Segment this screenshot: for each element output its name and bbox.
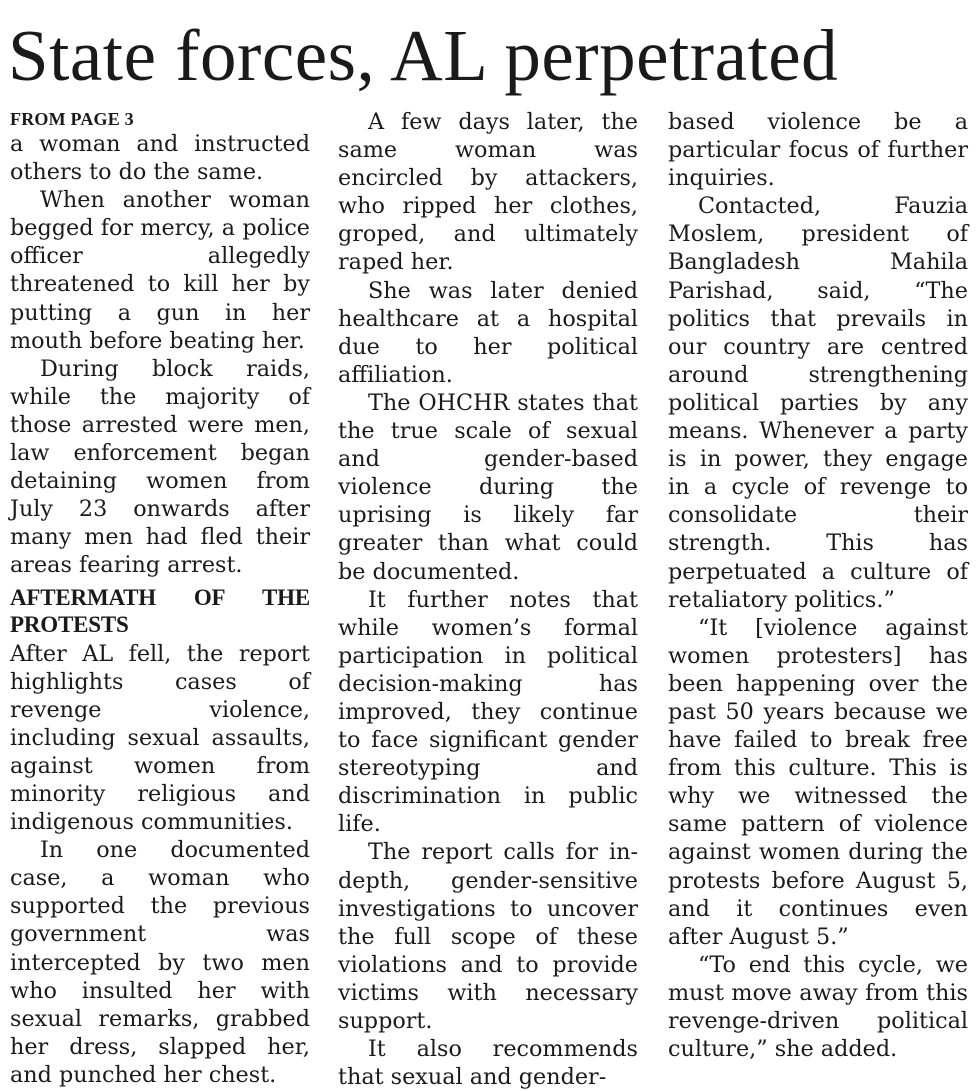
article-column-2 [338,108,638,1091]
article-column-1 [10,108,310,1089]
section-subhead: AFTERMATH OF THE PROTESTS [10,584,310,637]
paragraph: It further notes that while women’s formal participation in political decision-making has improved, they continue to face significant gender stereotyping and discrimination in public life. [338,586,638,838]
paragraph: The OHCHR states that the true scale of sexual and gender-based violence during the uprising is likely far greater than what could be documented. [338,389,638,585]
paragraph: “It [violence against women protesters] has been happening over the past 50 years because we have failed to break free from this culture. This is why we witnessed the same pattern of violence against women during the protests before August 5, and it continues even after August 5.” [668,614,968,950]
paragraph: She was later denied healthcare at a hospital due to her political affiliation. [338,277,638,388]
paragraph: based violence be a particular focus of further inquiries. [668,109,968,192]
paragraph: After AL fell, the report highlights cases of revenge violence, including sexual assaults, against women from minority religious and indigenous communities. [10,640,310,836]
paragraph: It also recommends that sexual and gender- [338,1036,638,1091]
paragraph: When another woman begged for mercy, a police officer allegedly threatened to kill her by putting a gun in her mouth before beating her. [10,187,310,354]
paragraph: In one documented case, a woman who supported the previous government was intercepted by two men who insulted her with sexual remarks, grabbed her dress, slapped her, and punched her chest. [10,837,310,1088]
paragraph: During block raids, while the majority of those arrested were men, law enforcement began detaining women from July 23 onwards after many men had fled their areas fearing arrest. [10,355,310,579]
paragraph: Contacted, Fauzia Moslem, president of Bangladesh Mahila Parishad, said, “The politics that prevails in our country are centred around strengthening political parties by any means. Whenever a party is in power, they engage in a cycle of revenge to consolidate their strength. This has perpetuated a culture of retaliatory politics.” [668,193,968,613]
paragraph: a woman and instructed others to do the same. [10,131,310,186]
headline: State forces, AL perpetrated [8,15,839,96]
paragraph: “To end this cycle, we must move away from this revenge-driven political culture,” she added. [668,951,968,1063]
paragraph: A few days later, the same woman was encircled by attackers, who ripped her clothes, groped, and ultimately raped her. [338,109,638,276]
article-column-3 [668,108,968,1063]
paragraph: The report calls for in-depth, gender-sensitive investigations to uncover the full scope of these violations and to provide victims with necessary support. [338,839,638,1034]
continuation-kicker: FROM PAGE 3 [10,109,134,129]
